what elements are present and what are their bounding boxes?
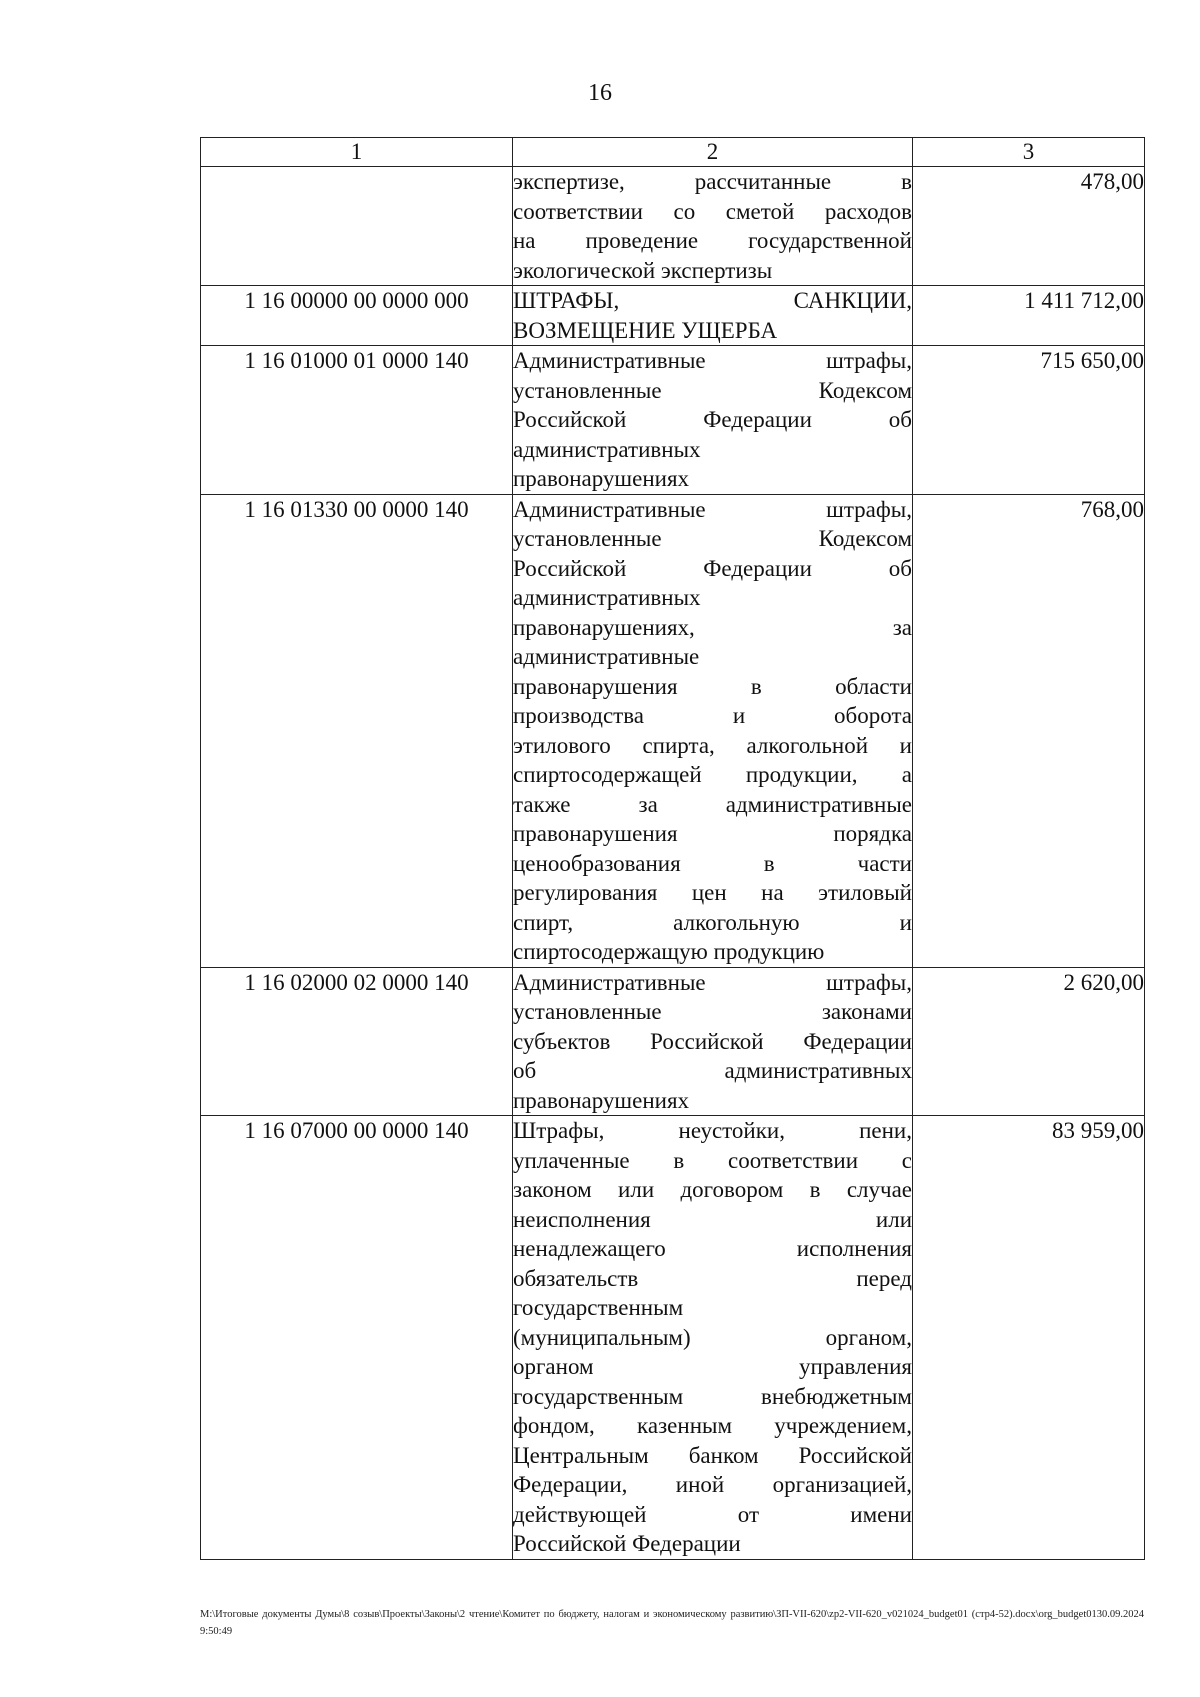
budget-revenue-table	[200, 137, 1145, 1560]
description-line: экологической экспертизы	[513, 257, 773, 283]
description-line: субъектов Российской Федерации	[513, 1028, 912, 1054]
column-header-description: 2	[513, 138, 913, 167]
description-line: правонарушениях, за	[513, 614, 912, 640]
budget-code-cell: 1 16 02000 02 0000 140	[201, 967, 513, 1116]
description-line: Российской Федерации	[513, 1531, 741, 1556]
description-line: этилового спирта, алкогольной и	[513, 732, 912, 758]
description-line: Штрафы, неустойки, пени,	[513, 1118, 912, 1143]
description-line: правонарушениях	[513, 466, 690, 491]
description-line: Центральным банком Российской	[513, 1442, 912, 1468]
page-number: 16	[588, 80, 612, 106]
amount-cell: 768,00	[913, 494, 1145, 967]
table-header-row	[201, 138, 1145, 167]
description-line: спиртосодержащей продукции, а	[513, 762, 912, 787]
description-line: действующей от имени	[513, 1501, 912, 1527]
description-line: административных	[513, 436, 701, 462]
description-line: спиртосодержащую продукцию	[513, 939, 825, 964]
description-line: уплаченные в соответствии с	[513, 1147, 912, 1173]
amount-cell: 1 411 712,00	[913, 286, 1145, 346]
description-line: Российской Федерации об	[513, 555, 912, 581]
description-line: ВОЗМЕЩЕНИЕ УЩЕРБА	[513, 317, 778, 343]
description-line: соответствии со сметой расходов	[513, 198, 912, 224]
table-row	[201, 167, 1145, 286]
description-cell	[513, 167, 913, 286]
description-line: спирт, алкогольную и	[513, 909, 912, 935]
document-footer-path: M:\Итоговые документы Думы\8 созыв\Проекты\Законы\2 чтение\Комитет по бюджету, налогам и экономическому развитию\ЗП-VII-620\zp2-VII-620_v021024_budget01 (стр4-52).docx\org_budget0130.09.2024 9:50:49	[200, 1609, 1144, 1637]
budget-code-cell: 1 16 07000 00 0000 140	[201, 1116, 513, 1560]
description-line: ценообразования в части	[513, 850, 912, 876]
amount-cell: 2 620,00	[913, 967, 1145, 1116]
table-row	[201, 286, 1145, 346]
description-line: экспертизе, рассчитанные в	[513, 169, 912, 194]
amount-cell: 715 650,00	[913, 346, 1145, 495]
description-line: также за административные	[513, 791, 912, 817]
column-header-code: 1	[201, 138, 513, 167]
description-line: ШТРАФЫ, САНКЦИИ,	[513, 288, 912, 313]
description-line: регулирования цен на этиловый	[513, 880, 912, 905]
description-line: Федерации, иной организацией,	[513, 1472, 912, 1497]
description-line: органом управления	[513, 1354, 912, 1379]
description-line: на проведение государственной	[513, 228, 912, 253]
description-line: фондом, казенным учреждением,	[513, 1413, 912, 1438]
description-line: административные	[513, 644, 700, 669]
description-line: Административные штрафы,	[513, 969, 912, 995]
column-header-amount: 3	[913, 138, 1145, 167]
description-line: административных	[513, 585, 701, 610]
description-line: ненадлежащего исполнения	[513, 1236, 912, 1261]
table-row	[201, 494, 1145, 967]
description-line: производства и оборота	[513, 703, 912, 728]
budget-code-cell: 1 16 01000 01 0000 140	[201, 346, 513, 495]
amount-cell: 478,00	[913, 167, 1145, 286]
amount-cell: 83 959,00	[913, 1116, 1145, 1560]
description-cell	[513, 346, 913, 495]
description-cell	[513, 1116, 913, 1560]
description-line: государственным внебюджетным	[513, 1383, 912, 1409]
description-line: установленные Кодексом	[513, 377, 912, 403]
description-line: неисполнения или	[513, 1206, 912, 1232]
description-line: правонарушения в области	[513, 673, 912, 699]
description-line: Российской Федерации об	[513, 407, 912, 432]
description-line: установленные законами	[513, 999, 912, 1024]
description-line: (муниципальным) органом,	[513, 1324, 912, 1350]
budget-code-cell: 1 16 01330 00 0000 140	[201, 494, 513, 967]
description-line: установленные Кодексом	[513, 526, 912, 551]
table-row	[201, 967, 1145, 1116]
description-line: Административные штрафы,	[513, 348, 912, 373]
description-line: об административных	[513, 1058, 912, 1083]
table-body	[201, 167, 1145, 1560]
description-line: Административные штрафы,	[513, 496, 912, 522]
description-cell	[513, 967, 913, 1116]
budget-code-cell: 1 16 00000 00 0000 000	[201, 286, 513, 346]
description-line: законом или договором в случае	[513, 1177, 912, 1202]
description-line: правонарушениях	[513, 1087, 690, 1113]
description-cell	[513, 286, 913, 346]
description-line: государственным	[513, 1295, 684, 1320]
table-row	[201, 1116, 1145, 1560]
table-row	[201, 346, 1145, 495]
budget-code-cell	[201, 167, 513, 286]
description-line: обязательств перед	[513, 1265, 912, 1291]
description-line: правонарушения порядка	[513, 821, 912, 846]
description-cell	[513, 494, 913, 967]
